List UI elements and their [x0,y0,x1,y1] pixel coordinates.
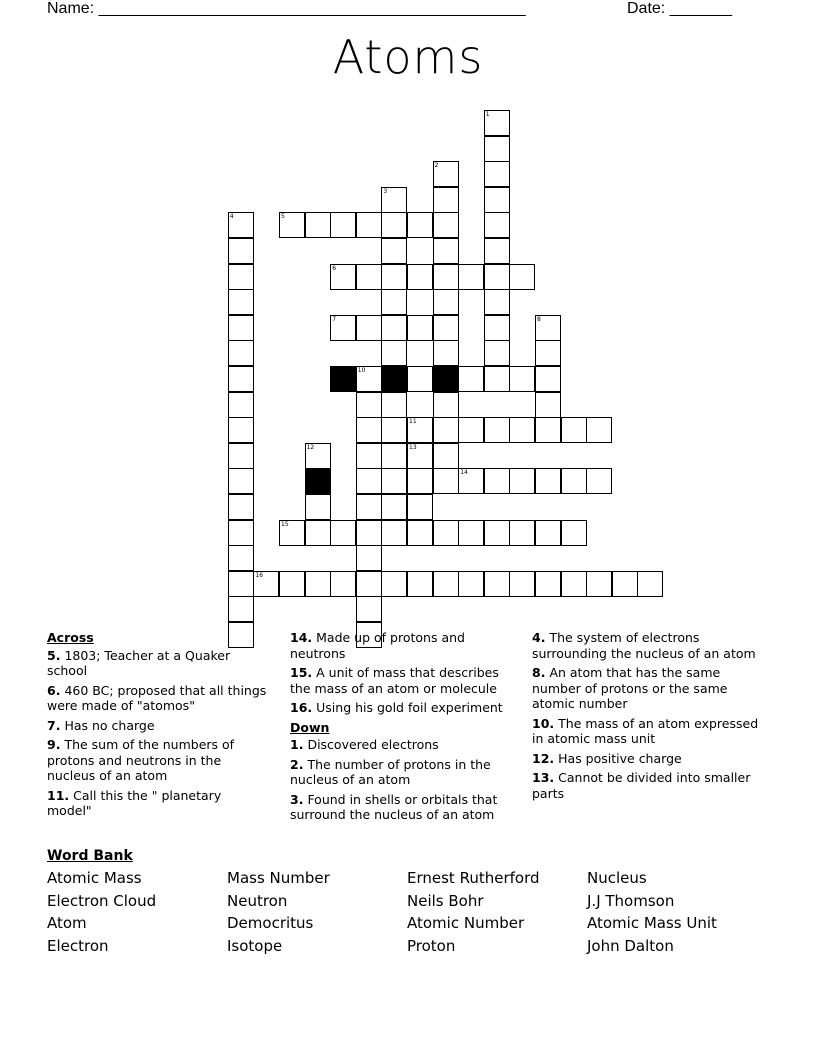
grid-cell[interactable] [407,443,433,469]
grid-cell[interactable] [458,417,484,443]
clue-down-8: 8. An atom that has the same number of protons or the same atomic number [532,665,728,711]
clue-number: 14 [460,469,468,477]
clue-across-14: 14. Made up of protons and neutrons [290,630,465,661]
grid-cell[interactable] [407,264,433,290]
grid-cell[interactable] [484,468,510,494]
grid-cell[interactable] [586,571,612,597]
clue-across-11: 11. Call this the " planetary model" [47,787,222,818]
grid-cell[interactable] [356,366,382,392]
grid-cell[interactable] [305,443,331,469]
clue-number: 11 [409,418,417,426]
grid-cell[interactable] [228,468,254,494]
clue-down-2: 2. The number of protons in the nucleus of an atom [290,756,491,787]
grid-cell[interactable] [535,520,561,546]
grid-cell[interactable] [484,571,510,597]
grid-cell[interactable] [407,571,433,597]
grid-cell[interactable] [330,520,356,546]
grid-cell[interactable] [458,571,484,597]
grid-cell[interactable] [509,520,535,546]
grid-cell[interactable] [561,468,587,494]
grid-cell[interactable] [407,520,433,546]
grid-cell-blocked [305,468,331,494]
across-clues-column [47,630,269,823]
grid-cell[interactable] [228,289,254,315]
word-bank-heading: Word Bank [47,848,133,864]
clue-down-4: 4. The system of electrons surrounding the nucleus of an atom [532,630,756,661]
clue-number: 15 [281,520,289,528]
word-bank-item: J.J Thomson [587,892,675,910]
grid-cell[interactable] [228,392,254,418]
grid-cell[interactable] [228,545,254,571]
down-clues-column [532,630,760,805]
grid-cell[interactable] [458,366,484,392]
grid-cell[interactable] [330,264,356,290]
grid-cell[interactable] [381,212,407,238]
grid-cell[interactable] [509,366,535,392]
grid-cell[interactable] [228,212,254,238]
grid-cell[interactable] [381,494,407,520]
grid-cell[interactable] [407,417,433,443]
grid-cell[interactable] [509,571,535,597]
grid-cell[interactable] [356,212,382,238]
grid-cell[interactable] [305,494,331,520]
grid-cell[interactable] [535,468,561,494]
grid-cell-blocked [433,366,459,392]
grid-cell[interactable] [484,340,510,366]
grid-cell[interactable] [279,212,305,238]
grid-cell[interactable] [356,315,382,341]
grid-cell[interactable] [356,596,382,622]
grid-cell[interactable] [228,315,254,341]
grid-cell[interactable] [381,340,407,366]
clue-down-3: 3. Found in shells or orbitals that surround the nucleus of an atom [290,791,498,822]
clue-number: 9 [332,367,337,374]
grid-cell[interactable] [356,468,382,494]
grid-cell[interactable] [356,443,382,469]
grid-cell[interactable] [458,468,484,494]
grid-cell[interactable] [433,161,459,187]
grid-cell[interactable] [381,520,407,546]
grid-cell[interactable] [561,520,587,546]
grid-cell[interactable] [305,212,331,238]
word-bank-item: Mass Number [227,869,330,887]
grid-cell[interactable] [279,520,305,546]
clue-across-7: 7. Has no charge [47,717,155,733]
grid-cell-blocked [381,366,407,392]
grid-cell[interactable] [381,443,407,469]
grid-cell[interactable] [433,468,459,494]
grid-cell[interactable] [356,264,382,290]
page-title: Atoms [332,30,484,84]
grid-cell[interactable] [612,571,638,597]
clue-number: 1 [485,111,490,118]
clue-across-5: 5. 1803; Teacher at a Quaker school [47,647,231,678]
grid-cell[interactable] [535,340,561,366]
clue-across-15: 15. A unit of mass that describes the mass of an atom or molecule [290,665,499,696]
grid-cell[interactable] [484,212,510,238]
grid-cell[interactable] [279,571,305,597]
grid-cell[interactable] [433,520,459,546]
grid-cell[interactable] [433,187,459,213]
clue-down-10: 10. The mass of an atom expressed in atomic mass unit [532,715,759,746]
grid-cell[interactable] [637,571,663,597]
grid-cell[interactable] [381,238,407,264]
grid-cell[interactable] [535,392,561,418]
clue-across-16: 16. Using his gold foil experiment [290,700,503,715]
grid-cell[interactable] [356,571,382,597]
grid-cell[interactable] [330,315,356,341]
grid-cell[interactable] [561,417,587,443]
grid-cell[interactable] [535,366,561,392]
down-heading: Down [290,719,330,735]
word-bank-item: Isotope [227,937,283,955]
grid-cell[interactable] [484,417,510,443]
clue-number: 16 [255,571,264,579]
across-heading: Across [47,630,94,645]
grid-cell[interactable] [381,392,407,418]
grid-cell[interactable] [228,264,254,290]
grid-cell[interactable] [407,468,433,494]
word-bank-item: Atom [47,914,87,932]
clue-down-12: 12. Has positive charge [532,750,682,766]
grid-cell[interactable] [433,212,459,238]
grid-cell[interactable] [356,417,382,443]
date-field-label: Date: _______ [627,0,732,17]
grid-cell[interactable] [305,571,331,597]
grid-cell[interactable] [509,417,535,443]
grid-cell[interactable] [484,520,510,546]
grid-cell[interactable] [535,417,561,443]
grid-cell[interactable] [484,136,510,162]
clue-number: 13 [409,443,417,451]
grid-cell[interactable] [535,571,561,597]
grid-cell[interactable] [433,264,459,290]
mixed-clues-column [290,630,516,827]
grid-cell[interactable] [484,289,510,315]
grid-cell[interactable] [330,571,356,597]
clue-number: 5 [281,213,285,221]
grid-cell[interactable] [433,340,459,366]
grid-cell[interactable] [356,545,382,571]
clue-across-6: 6. 460 BC; proposed that all things were made of "atomos" [47,682,267,713]
word-bank-item: Neils Bohr [407,892,484,910]
grid-cell[interactable] [381,417,407,443]
grid-cell[interactable] [484,187,510,213]
grid-cell[interactable] [305,520,331,546]
word-bank-item: John Dalton [587,937,674,955]
grid-cell[interactable] [228,366,254,392]
word-bank-item: Atomic Number [407,914,525,932]
word-bank-item: Neutron [227,892,288,910]
clue-down-1: 1. Discovered electrons [290,737,439,752]
word-bank-item: Atomic Mass [47,869,142,887]
grid-cell[interactable] [433,289,459,315]
grid-cell[interactable] [484,264,510,290]
clue-number: 3 [383,187,388,195]
word-bank-item: Proton [407,937,456,955]
clue-number: 8 [537,315,541,323]
clue-number: 6 [332,264,337,272]
grid-cell[interactable] [356,392,382,418]
grid-cell[interactable] [407,366,433,392]
grid-cell[interactable] [356,520,382,546]
grid-cell[interactable] [407,494,433,520]
grid-cell[interactable] [458,520,484,546]
clue-number: 2 [434,162,439,170]
clue-across-9: 9. The sum of the numbers of protons and neutrons in the nucleus of an atom [47,737,235,783]
grid-cell[interactable] [433,571,459,597]
word-bank-item: Electron Cloud [47,892,157,910]
grid-cell[interactable] [509,264,535,290]
clue-number: 10 [357,367,366,374]
grid-cell[interactable] [228,340,254,366]
grid-cell[interactable] [484,315,510,341]
grid-cell[interactable] [228,520,254,546]
grid-cell-blocked [330,366,356,392]
grid-cell[interactable] [330,212,356,238]
word-bank-item: Democritus [227,914,314,932]
grid-cell[interactable] [381,187,407,213]
grid-cell[interactable] [381,289,407,315]
grid-cell[interactable] [484,161,510,187]
grid-cell[interactable] [561,571,587,597]
clue-down-13: 13. Cannot be divided into smaller parts [532,770,751,801]
grid-cell[interactable] [433,238,459,264]
grid-cell[interactable] [228,417,254,443]
grid-cell[interactable] [356,494,382,520]
grid-cell[interactable] [586,468,612,494]
grid-cell[interactable] [458,264,484,290]
grid-cell[interactable] [407,315,433,341]
word-bank-item: Nucleus [587,869,647,887]
grid-cell[interactable] [484,366,510,392]
grid-cell[interactable] [228,571,254,597]
grid-cell[interactable] [509,468,535,494]
clue-number: 12 [306,443,315,451]
grid-cell[interactable] [381,264,407,290]
grid-cell[interactable] [484,110,510,136]
word-bank-item: Electron [47,937,109,955]
grid-cell[interactable] [253,571,279,597]
grid-cell[interactable] [433,417,459,443]
grid-cell[interactable] [586,417,612,443]
grid-cell[interactable] [381,315,407,341]
grid-cell[interactable] [535,315,561,341]
grid-cell[interactable] [433,443,459,469]
grid-cell[interactable] [228,596,254,622]
grid-cell[interactable] [407,212,433,238]
grid-cell[interactable] [381,468,407,494]
clue-number: 7 [332,315,337,323]
grid-cell[interactable] [228,494,254,520]
word-bank-item: Atomic Mass Unit [587,914,717,932]
name-field-label: Name: ________________________________________________ [47,0,526,17]
grid-cell[interactable] [381,571,407,597]
clue-number: 4 [229,213,234,221]
grid-cell[interactable] [228,238,254,264]
word-bank-item: Ernest Rutherford [407,869,540,887]
grid-cell[interactable] [433,392,459,418]
grid-cell[interactable] [228,443,254,469]
grid-cell[interactable] [484,238,510,264]
grid-cell[interactable] [433,315,459,341]
